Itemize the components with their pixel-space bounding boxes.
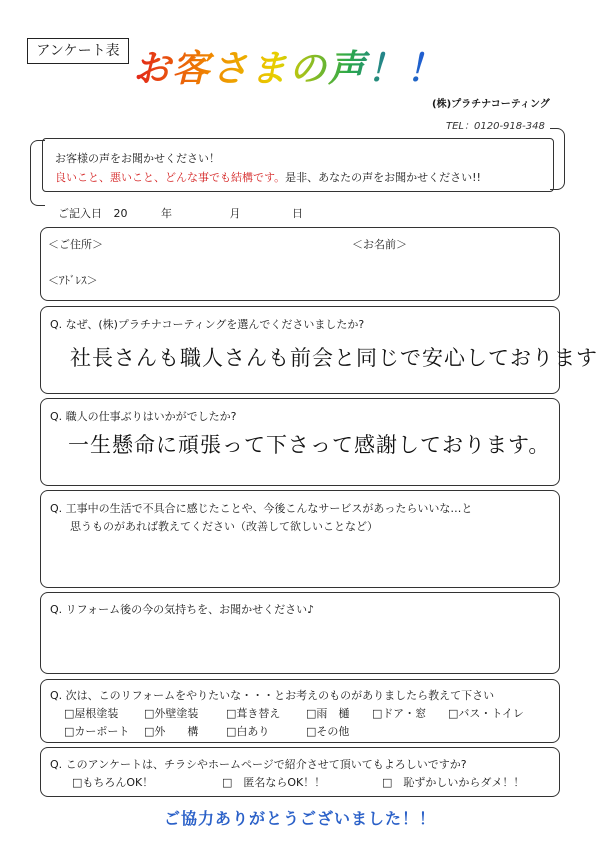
option-anonymous-ok[interactable]: □ 匿名ならOK！！ (222, 776, 326, 789)
option-bath-toilet[interactable]: □バス・トイレ (448, 707, 524, 720)
company-name: (株)プラチナコーティング (432, 99, 550, 110)
question-2-answer: 一生懸命に頑張って下さって感謝しております。 (68, 433, 551, 457)
address-box (40, 227, 560, 301)
question-1-text: Q. なぜ、(株)プラチナコーティングを選んでくださいましたか? (50, 318, 365, 331)
phone-number: TEL：0120-918-348 (446, 121, 545, 132)
kana-label: ＜ｱﾄﾞﾚｽ＞ (48, 274, 98, 287)
closing-message: ご協力ありがとうございました！！ (163, 809, 436, 828)
question-4-text: Q. リフォーム後の今の気持ちを、お聞かせください♪ (50, 603, 315, 616)
intro-highlight: 良いこと、悪いこと、どんな事でも結構です。 (55, 171, 286, 184)
option-no[interactable]: □ 恥ずかしいからダメ！！ (382, 776, 525, 789)
address-label: ＜ご住所＞ (48, 238, 103, 251)
page-title: お客さまの声！！ (133, 38, 493, 92)
name-label: ＜お名前＞ (352, 238, 407, 251)
date-year: 年 (161, 207, 172, 220)
option-roof-paint[interactable]: □屋根塗装 (64, 707, 119, 720)
option-ok[interactable]: □もちろんOK！ (72, 776, 154, 789)
intro-rest: 是非、あなたの声をお聞かせください!! (285, 171, 481, 184)
date-row (58, 205, 303, 221)
question-2-text: Q. 職人の仕事ぶりはいかがでしたか? (50, 410, 237, 423)
question-6-options (72, 774, 524, 790)
option-other[interactable]: □その他 (306, 725, 350, 738)
date-month: 月 (229, 207, 241, 220)
intro-line-2 (55, 169, 481, 185)
option-reroof[interactable]: □葺き替え (226, 707, 281, 720)
question-6-text: Q. このアンケートは、チラシやホームページで紹介させて頂いてもよろしいですか? (50, 758, 467, 771)
scroll-curl-right (550, 128, 565, 190)
option-gutter[interactable]: □雨 樋 (306, 707, 350, 720)
question-3-text-line-2: 思うものがあれば教えてください（改善して欲しいことなど） (70, 520, 378, 533)
option-termite[interactable]: □白あり (226, 725, 270, 738)
option-carport[interactable]: □カーポート (64, 725, 130, 738)
document-type-label: アンケート表 (27, 38, 129, 64)
question-1-answer: 社長さんも職人さんも前会と同じで安心しております (70, 346, 598, 370)
option-exterior[interactable]: □外 構 (144, 725, 199, 738)
date-label: ご記入日 (58, 207, 102, 220)
date-year-prefix: 20 (113, 207, 128, 220)
question-5-options-row-2 (64, 723, 349, 739)
option-wall-paint[interactable]: □外壁塗装 (144, 707, 199, 720)
question-3-text-line-1: Q. 工事中の生活で不具合に感じたことや、今後こんなサービスがあったらいいな…と (50, 502, 473, 515)
option-door-window[interactable]: □ドア・窓 (372, 707, 427, 720)
question-5-options-row-1 (64, 705, 524, 721)
question-5-text: Q. 次は、このリフォームをやりたいな・・・とお考えのものがありましたら教えて下さい (50, 689, 495, 702)
date-day: 日 (292, 207, 303, 220)
intro-line-1: お客様の声をお聞かせください！ (55, 152, 220, 165)
